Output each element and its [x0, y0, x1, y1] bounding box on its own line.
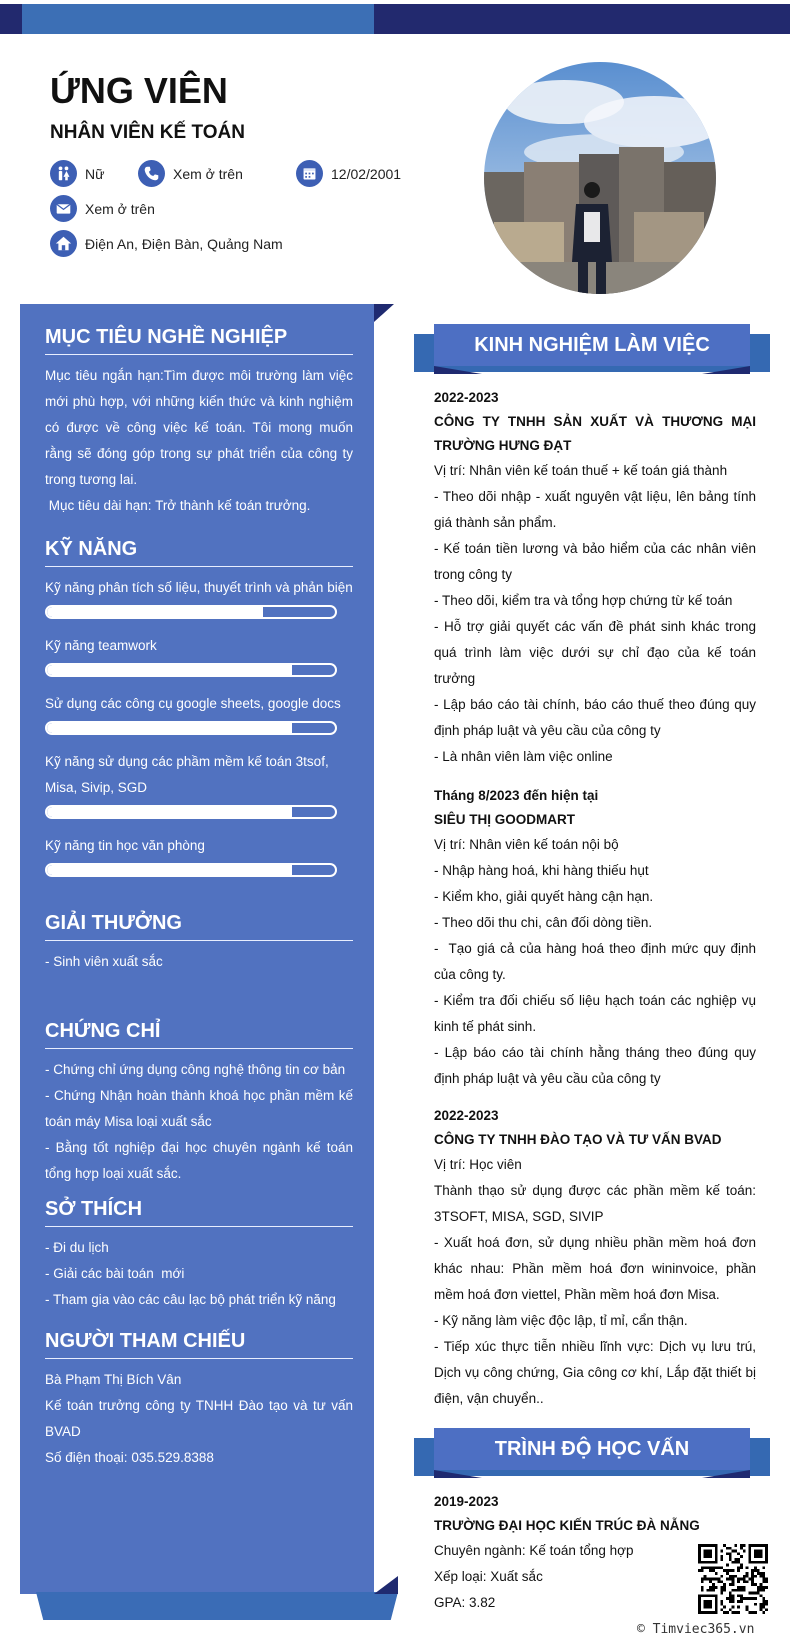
objective-section — [45, 326, 353, 519]
experience-header — [414, 324, 770, 374]
copyright-text: © Timviec365.vn — [637, 1622, 755, 1637]
skill-item — [45, 833, 353, 877]
education-gpa: GPA: 3.82 — [434, 1595, 496, 1610]
skills-section — [45, 538, 353, 891]
education-rank: Xếp loại: Xuất sắc — [434, 1569, 543, 1584]
home-icon — [50, 230, 77, 257]
phone-info — [138, 160, 243, 187]
skill-item — [45, 691, 353, 735]
skill-bar-fill — [47, 865, 292, 875]
sidebar-bottom-ribbon — [36, 1592, 398, 1620]
skill-bar — [45, 863, 337, 877]
hobby-item: - Giải các bài toán mới — [45, 1266, 185, 1281]
job-position: Vị trí: Học viên — [434, 1157, 522, 1172]
job-company: SIÊU THỊ GOODMART — [434, 812, 575, 827]
reference-name: Bà Phạm Thị Bích Vân — [45, 1372, 182, 1387]
job-duty: - Kiểm kho, giải quyết hàng cận hạn. — [434, 889, 654, 904]
top-banner — [0, 4, 790, 34]
gender-icon — [50, 160, 77, 187]
award-item: - Sinh viên xuất sắc — [45, 954, 163, 969]
phone-value: Xem ở trên — [173, 165, 243, 182]
skill-label: Kỹ năng sử dụng các phầm mềm kế toán 3tsof, Misa, Sivip, SGD — [45, 754, 329, 795]
objective-title: MỤC TIÊU NGHỀ NGHIỆP — [45, 326, 353, 355]
education-title: TRÌNH ĐỘ HỌC VẤN — [434, 1428, 750, 1470]
job-period: Tháng 8/2023 đến hiện tại — [434, 788, 599, 803]
address-info — [50, 230, 283, 257]
reference-title: NGƯỜI THAM CHIẾU — [45, 1330, 353, 1359]
skill-bar-fill — [47, 807, 292, 817]
job-duty: - Lập báo cáo tài chính, báo cáo thuế theo đúng quy định pháp luật và yêu cầu của công ty — [434, 697, 756, 738]
job-duty: Thành thạo sử dụng được các phần mềm kế toán: 3TSOFT, MISA, SGD, SIVIP — [434, 1183, 756, 1224]
email-icon — [50, 195, 77, 222]
job-duty: - Tiếp xúc thực tiễn nhiều lĩnh vực: Dịch vụ lưu trú, Dịch vụ công chứng, Gia công cơ khí, Lắp đặt thiết bị điện, vận chuyển.. — [434, 1339, 756, 1406]
job-duty: - Kỹ năng làm việc độc lập, tỉ mỉ, cẩn thận. — [434, 1313, 688, 1328]
calendar-icon — [296, 160, 323, 187]
address-value: Điện An, Điện Bàn, Quảng Nam — [85, 235, 283, 252]
email-info — [50, 195, 155, 222]
skill-bar — [45, 721, 337, 735]
job-duty: - Theo dõi nhập - xuất nguyên vật liệu, lên bảng tính giá thành sản phẩm. — [434, 489, 756, 530]
skill-bar-fill — [47, 665, 292, 675]
profile-photo — [484, 62, 716, 294]
skills-title: KỸ NĂNG — [45, 538, 353, 567]
objective-long: Mục tiêu dài hạn: Trở thành kế toán trưởng. — [45, 498, 311, 513]
job-position: Vị trí: Nhân viên kế toán nội bộ — [434, 837, 619, 852]
reference-position: Kế toán trưởng công ty TNHH Đào tạo và tư vấn BVAD — [45, 1398, 353, 1439]
job-period: 2022-2023 — [434, 390, 499, 405]
education-school: TRƯỜNG ĐẠI HỌC KIẾN TRÚC ĐÀ NẴNG — [434, 1518, 700, 1533]
job-entry-2 — [434, 784, 760, 1092]
skill-bar — [45, 605, 337, 619]
certificates-title: CHỨNG CHỈ — [45, 1020, 353, 1049]
job-entry-1 — [434, 386, 756, 770]
job-duty: - Là nhân viên làm việc online — [434, 749, 613, 764]
phone-icon — [138, 160, 165, 187]
hobbies-section — [45, 1198, 353, 1313]
job-entry-3 — [434, 1104, 756, 1412]
hobby-item: - Tham gia vào các câu lạc bộ phát triển kỹ năng — [45, 1292, 336, 1307]
education-header — [414, 1428, 770, 1478]
sidebar-fold — [374, 304, 394, 322]
hobbies-title: SỞ THÍCH — [45, 1198, 353, 1227]
candidate-role: NHÂN VIÊN KẾ TOÁN — [50, 122, 245, 143]
job-duty: - Theo dõi, kiểm tra và tổng hợp chứng từ kế toán — [434, 593, 733, 608]
job-duty: - Xuất hoá đơn, sử dụng nhiều phần mềm hoá đơn khác nhau: Phần mềm hoá đơn wininvoice, phần mềm hoá đơn viettel, Phần mềm hoá đơn Misa. — [434, 1235, 756, 1302]
job-duty: - Tạo giá cả của hàng hoá theo định mức quy định của công ty. — [434, 941, 760, 982]
awards-section — [45, 912, 353, 975]
skill-label: Sử dụng các công cụ google sheets, google docs — [45, 696, 341, 711]
skill-bar — [45, 663, 337, 677]
job-duty: - Hỗ trợ giải quyết các vấn đề phát sinh khác trong quá trình làm việc dưới sự chỉ đạo của kế toán trưởng — [434, 619, 756, 686]
objective-short: Mục tiêu ngắn hạn:Tìm được môi trường làm việc mới phù hợp, với những kiến thức và kinh nghiệm có được về công việc kế toán. Tôi mong muốn rằng sẽ đóng góp trong sự phát triển của công ty trong tương lai. — [45, 368, 353, 487]
skill-item — [45, 575, 353, 619]
birthday-info — [296, 160, 401, 187]
certificates-section — [45, 1020, 353, 1187]
top-banner-accent — [22, 4, 374, 34]
certificate-item: - Bằng tốt nghiệp đại học chuyên ngành kế toán tổng hợp loại xuất sắc. — [45, 1140, 353, 1181]
skill-bar-fill — [47, 607, 263, 617]
gender-value: Nữ — [85, 165, 105, 182]
job-duty: - Lập báo cáo tài chính hằng tháng theo đúng quy định pháp luật và yêu cầu của công ty — [434, 1045, 756, 1086]
reference-section — [45, 1330, 353, 1471]
candidate-name: ỨNG VIÊN — [50, 70, 228, 111]
experience-title: KINH NGHIỆM LÀM VIỆC — [434, 324, 750, 366]
job-period: 2022-2023 — [434, 1108, 499, 1123]
qr-code — [698, 1544, 768, 1614]
education-major: Chuyên ngành: Kế toán tổng hợp — [434, 1543, 634, 1558]
reference-phone: Số điện thoại: 035.529.8388 — [45, 1450, 214, 1465]
birthday-value: 12/02/2001 — [331, 165, 402, 182]
certificate-item: - Chứng chỉ ứng dụng công nghệ thông tin cơ bản — [45, 1062, 346, 1077]
skill-item — [45, 633, 353, 677]
job-duty: - Kiểm tra đối chiếu số liệu hạch toán các nghiệp vụ kinh tế phát sinh. — [434, 993, 756, 1034]
sidebar-bottom-fold — [374, 1576, 398, 1594]
job-position: Vị trí: Nhân viên kế toán thuế + kế toán giá thành — [434, 463, 728, 478]
email-value: Xem ở trên — [85, 200, 155, 217]
job-duty: - Theo dõi thu chi, cân đối dòng tiền. — [434, 915, 653, 930]
skill-label: Kỹ năng phân tích số liệu, thuyết trình và phản biện — [45, 580, 353, 595]
certificate-item: - Chứng Nhận hoàn thành khoá học phần mềm kế toán máy Misa loại xuất sắc — [45, 1088, 353, 1129]
skill-label: Kỹ năng tin học văn phòng — [45, 838, 205, 853]
job-duty: - Kế toán tiền lương và bảo hiểm của các nhân viên trong công ty — [434, 541, 756, 582]
skill-bar — [45, 805, 337, 819]
job-duty: - Nhập hàng hoá, khi hàng thiếu hụt — [434, 863, 649, 878]
skill-label: Kỹ năng teamwork — [45, 638, 157, 653]
job-company: CÔNG TY TNHH SẢN XUẤT VÀ THƯƠNG MẠI TRƯỜNG HƯNG ĐẠT — [434, 414, 756, 453]
job-company: CÔNG TY TNHH ĐÀO TẠO VÀ TƯ VẤN BVAD — [434, 1132, 722, 1147]
skill-item — [45, 749, 353, 819]
gender-info — [50, 160, 104, 187]
skill-bar-fill — [47, 723, 292, 733]
awards-title: GIẢI THƯỞNG — [45, 912, 353, 941]
hobby-item: - Đi du lịch — [45, 1240, 109, 1255]
education-period: 2019-2023 — [434, 1494, 499, 1509]
